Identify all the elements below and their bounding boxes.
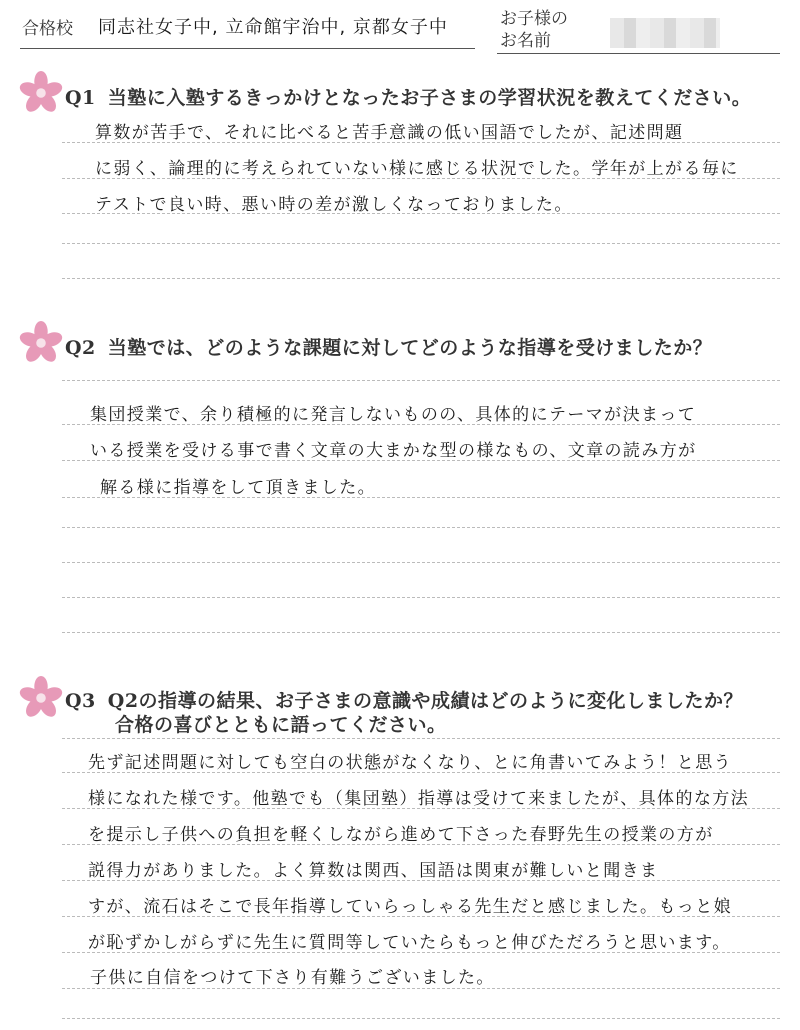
answer-3-rule [62,952,780,953]
answer-1-line-1: 算数が苦手で、それに比べると苦手意識の低い国語でしたが、記述問題 [95,123,684,143]
question-2 [65,333,712,360]
answer-1-line-3: テストで良い時、悪い時の差が激しくなっておりました。 [95,195,573,215]
question-3-number: Q3 [65,690,96,712]
sakura-flower-icon [18,320,64,366]
answer-1-rule [62,178,780,179]
answer-3-rule [62,738,780,739]
answer-3-line-4: 説得力がありました。よく算数は関西、国語は関東が難しいと聞きま [88,861,659,881]
answer-2-rule [62,380,780,381]
sakura-flower-icon [18,675,64,721]
answer-1-line-2: に弱く、論理的に考えられていない様に感じる状況でした。学年が上がる毎に [95,159,739,179]
answer-2-rule [62,632,780,633]
answer-1-rule [62,278,780,279]
answer-3-line-1: 先ず記述問題に対しても空白の状態がなくなり、とに角書いてみよう！と思う [88,753,732,773]
answer-2-rule [62,424,780,425]
answer-2-line-2: いる授業を受ける事で書く文章の大まかな型の様なもの、文章の読み方が [90,441,697,461]
header-school-underline [20,48,475,49]
answer-2-rule [62,497,780,498]
answer-3-rule [62,772,780,773]
child-name-label-line2: お名前 [500,31,551,51]
answer-3-line-3: を提示し子供への負担を軽くしながら進めて下さった春野先生の授業の方が [88,825,714,845]
question-3-text-line2: 合格の喜びとともに語ってください。 [115,714,447,736]
answer-2-rule [62,527,780,528]
question-2-text: 当塾では、どのような課題に対してどのような指導を受けましたか？ [107,337,713,359]
passed-schools-handwriting: 同志社女子中, 立命館宇治中, 京都女子中 [98,17,448,38]
answer-2-rule [62,597,780,598]
answer-3-rule [62,1018,780,1019]
answer-2-line-3: 解る様に指導をして頂きました。 [100,478,376,498]
answer-1-rule [62,213,780,214]
answer-2-line-1: 集団授業で、余り積極的に発言しないものの、具体的にテーマが決まって [90,405,697,425]
answer-2-rule [62,562,780,563]
answer-1-rule [62,243,780,244]
question-3-text-line1: Q2の指導の結果、お子さまの意識や成績はどのように変化しましたか？ [107,690,744,712]
answer-3-line-2: 様になれた様です。他塾でも（集団塾）指導は受けて来ましたが、具体的な方法 [88,789,750,809]
answer-3-line-7: 子供に自信をつけて下さり有難うございました。 [90,968,495,988]
question-1 [65,83,751,110]
answer-3-rule [62,808,780,809]
answer-3-line-6: が恥ずかしがらずに先生に質問等していたらもっと伸びただろうと思います。 [88,933,731,953]
answer-3-rule [62,916,780,917]
child-name-label-line1: お子様の [500,9,568,29]
answer-3-rule [62,844,780,845]
answer-3-rule [62,988,780,989]
redacted-name [610,18,720,48]
question-2-number: Q2 [65,337,96,359]
answer-3-line-5: すが、流石はそこで長年指導していらっしゃる先生だと感じました。もっと娘 [88,897,732,917]
answer-3-rule [62,880,780,881]
question-3 [65,686,743,713]
answer-1-rule [62,142,780,143]
answer-2-rule [62,460,780,461]
question-1-text: 当塾に入塾するきっかけとなったお子さまの学習状況を教えてください。 [107,87,752,109]
passed-school-label: 合格校 [22,19,73,39]
header-name-underline [497,53,780,54]
question-1-number: Q1 [65,87,96,109]
sakura-flower-icon [18,70,64,116]
